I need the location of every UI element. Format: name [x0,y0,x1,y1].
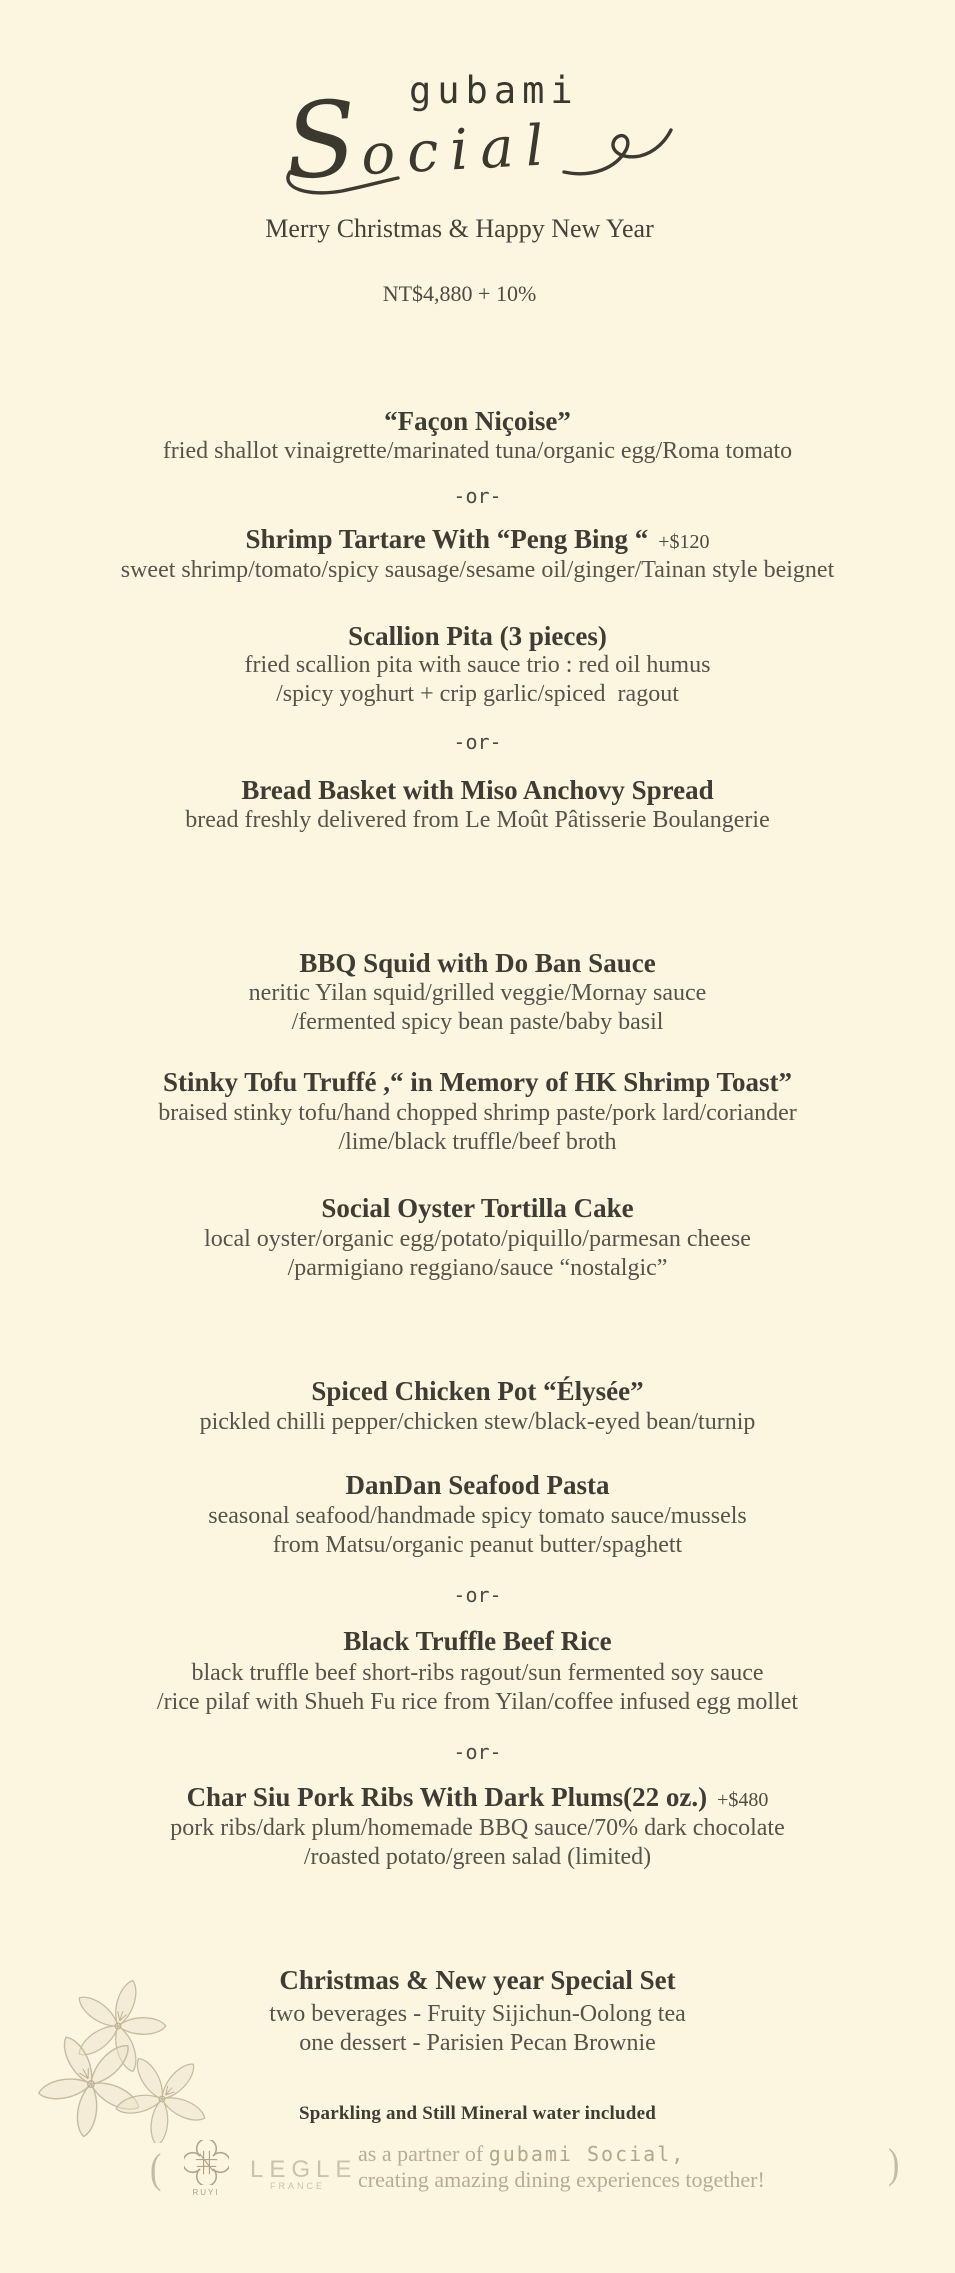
menu-item-title-text: Char Siu Pork Ribs With Dark Plums(22 oz.) [186,1782,708,1812]
menu-item-desc: /fermented spicy bean paste/baby basil [291,1009,664,1035]
special-set-desc: two beverages - Fruity Sijichun-Oolong tea [269,2001,686,2027]
menu-item-title: Spiced Chicken Pot “Élysée” [311,1376,644,1406]
menu-item-desc: pickled chilli pepper/chicken stew/black-eyed bean/turnip [199,1409,756,1435]
menu-item-desc: /parmigiano reggiano/sauce “nostalgic” [287,1255,668,1281]
water-note: Sparkling and Still Mineral water included [299,2103,656,2124]
partner-text-line1 [358,2141,765,2167]
menu-item-desc: bread freshly delivered from Le Moût Pâtisserie Boulangerie [185,807,770,833]
legle-wordmark: LEGLE [250,2156,358,2183]
ruyi-logo-icon [184,2140,229,2185]
menu-item-desc: local oyster/organic egg/potato/piquillo/parmesan cheese [204,1226,751,1252]
ruyi-label: RUYI [192,2188,220,2197]
menu-item-desc: pork ribs/dark plum/homemade BBQ sauce/70% dark chocolate [170,1815,785,1841]
flowers-illustration-icon [25,1963,240,2143]
menu-item-price-sup: +$120 [658,531,710,553]
menu-item-title: Black Truffle Beef Rice [343,1626,612,1656]
price-line: NT$4,880 + 10% [382,281,537,306]
brand-script: Social [282,77,558,203]
or-divider: -or- [453,484,502,508]
menu-item-title [0,524,955,555]
menu-item-desc: seasonal seafood/handmade spicy tomato sauce/mussels [208,1503,747,1529]
partner-prefix: as a partner of [358,2141,489,2166]
menu-item-desc: /rice pilaf with Shueh Fu rice from Yilan/coffee infused egg mollet [156,1689,799,1715]
menu-item-desc: fried shallot vinaigrette/marinated tuna/organic egg/Roma tomato [162,438,793,464]
menu-item-title: Social Oyster Tortilla Cake [321,1193,634,1223]
legle-country: FRANCE [270,2181,326,2191]
menu-item-desc: /lime/black truffle/beef broth [338,1129,617,1155]
menu-item-title: DanDan Seafood Pasta [345,1470,610,1500]
footer-bracket-right: ) [888,2141,900,2188]
menu-item-title: BBQ Squid with Do Ban Sauce [299,948,656,978]
menu-item-title: Bread Basket with Miso Anchovy Spread [241,775,714,805]
or-divider: -or- [453,1740,502,1764]
footer-bracket-left: ( [150,2146,162,2193]
menu-item-desc: neritic Yilan squid/grilled veggie/Mornay sauce [248,980,707,1006]
menu-item-title: “Façon Niçoise” [384,406,571,436]
menu-item-desc: sweet shrimp/tomato/spicy sausage/sesame oil/ginger/Tainan style beignet [120,557,835,583]
menu-item-title [0,1782,955,1813]
menu-item-title: Stinky Tofu Truffé ,“ in Memory of HK Shrimp Toast” [162,1067,793,1097]
menu-item-desc: from Matsu/organic peanut butter/spaghett [272,1532,683,1558]
partner-brand: gubami Social, [488,2142,686,2166]
menu-item-desc: braised stinky tofu/hand chopped shrimp paste/pork lard/coriander [158,1100,797,1126]
menu-item-desc: fried scallion pita with sauce trio : red oil humus [244,652,711,678]
or-divider: -or- [453,730,502,754]
menu-item-desc: black truffle beef short-ribs ragout/sun fermented soy sauce [191,1660,764,1686]
menu-item-desc: /roasted potato/green salad (limited) [303,1844,652,1870]
partner-text-line2: creating amazing dining experiences together! [358,2167,765,2192]
menu-item-desc: /spicy yoghurt + crip garlic/spiced ragout [276,681,679,707]
menu-item-title-text: Shrimp Tartare With “Peng Bing “ [245,524,649,554]
special-set-title: Christmas & New year Special Set [279,1965,676,1995]
brand-wordmark: gubami [409,69,579,112]
menu-item-title: Scallion Pita (3 pieces) [348,621,607,651]
or-divider: -or- [453,1583,502,1607]
menu-item-price-sup: +$480 [717,1789,769,1811]
partner-text [358,2141,765,2193]
greeting-title: Merry Christmas & Happy New Year [265,214,654,243]
special-set-desc: one dessert - Parisien Pecan Brownie [299,2030,656,2056]
